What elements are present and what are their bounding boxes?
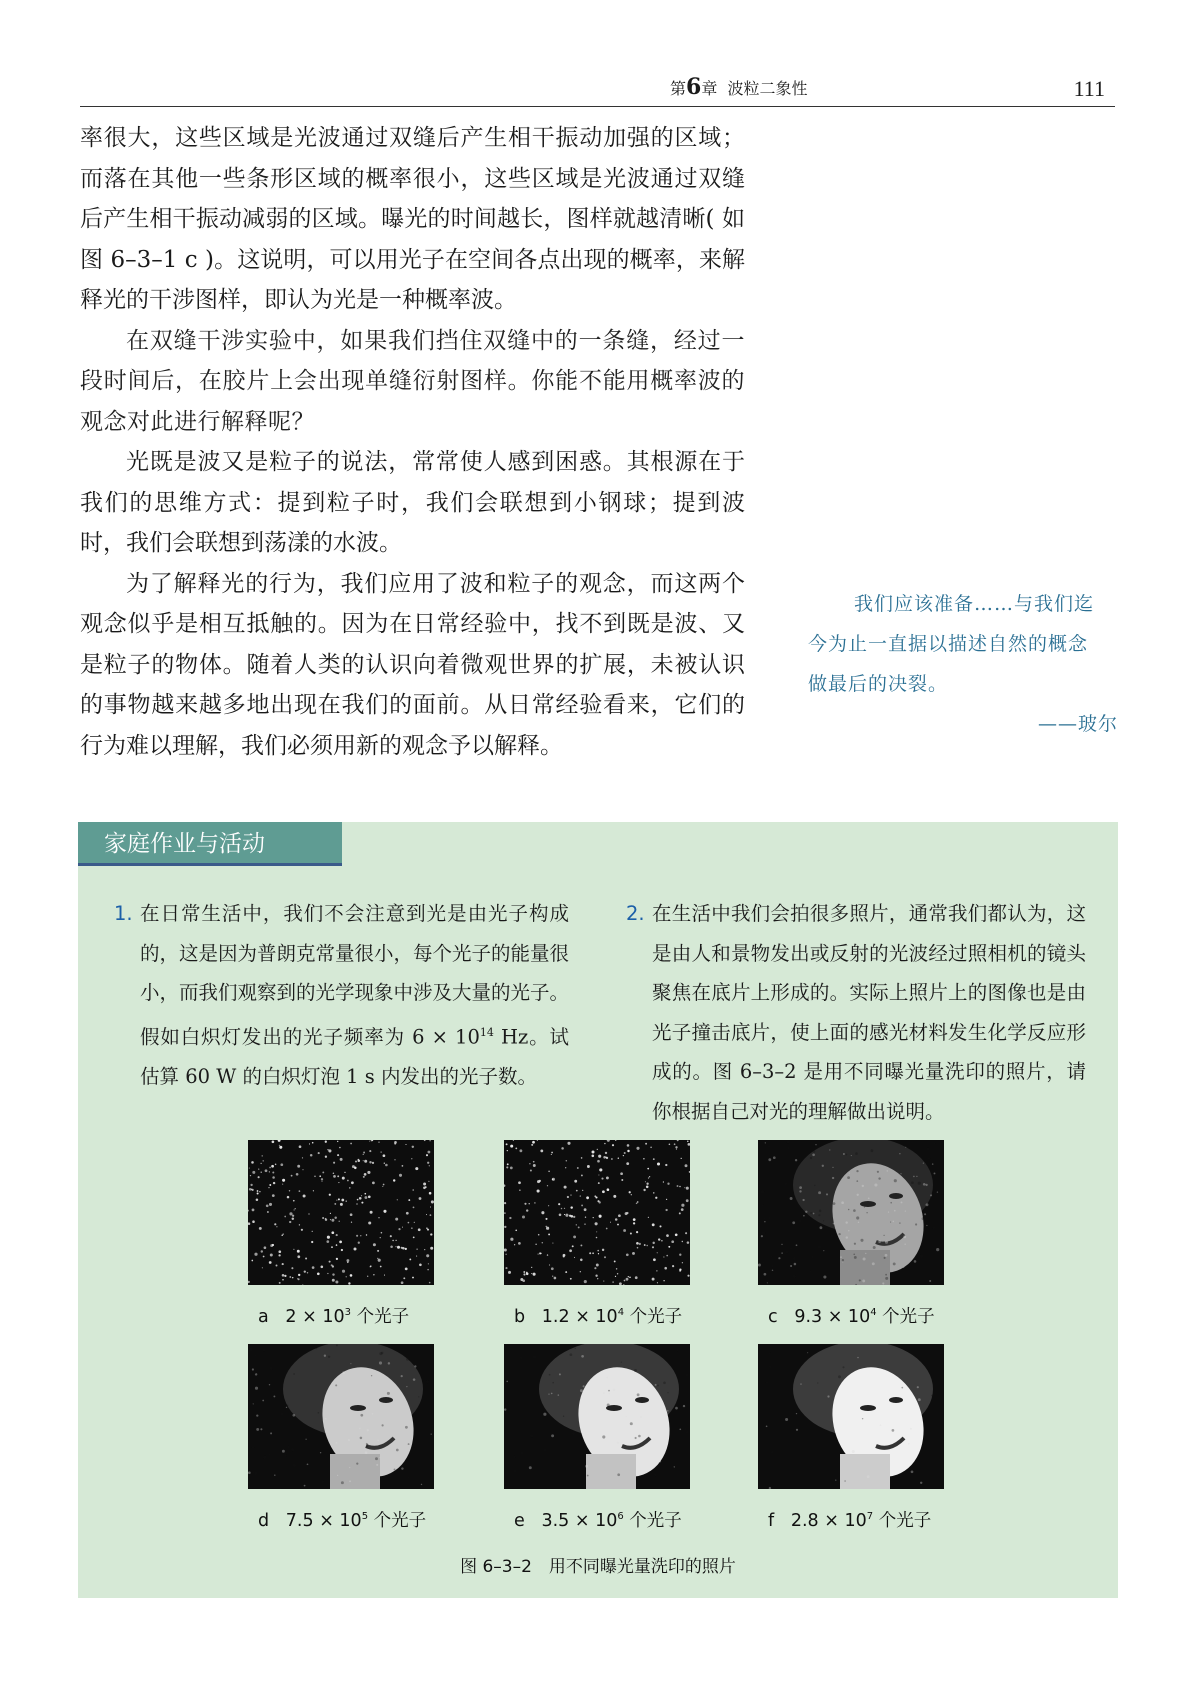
figure-caption: 图 6–3–2 用不同曝光量洗印的照片 <box>460 1557 736 1577</box>
caption-label: f <box>768 1511 791 1531</box>
quote-line-1: 我们应该准备……与我们迄 <box>854 593 1095 615</box>
photo-e <box>504 1344 690 1489</box>
question-2-text: 在生活中我们会拍很多照片，通常我们都认为，这是由人和景物发出或反射的光波经过照相机的镜头聚焦在底片上形成的。实际上照片上的图像也是由光子撞击底片，使上面的感光材料发生化学反应形成的。图 6–3–2 是用不同曝光量洗印的照片，请你根据自己对光的理解做出说明。 <box>652 902 1086 1123</box>
caption-unit: 个光子 <box>351 1307 410 1327</box>
caption-exponent: 7 <box>866 1511 874 1523</box>
caption-exponent: 4 <box>870 1307 877 1319</box>
page-header <box>80 72 1115 107</box>
caption-label: b <box>514 1307 542 1327</box>
caption-unit: 个光子 <box>623 1511 682 1531</box>
photo-f-caption <box>768 1507 998 1532</box>
caption-exponent: 6 <box>617 1511 624 1523</box>
question-1-text <box>114 894 569 1096</box>
caption-mantissa: 7.5 × 10 <box>285 1511 362 1531</box>
paragraph-4: 为了解释光的行为，我们应用了波和粒子的观念，而这两个观念似乎是相互抵触的。因为在日常经验中，找不到既是波、又是粒子的物体。随着人类的认识向着微观世界的扩展，未被认识的事物越来越多地出现在我们的面前。从日常经验看来，它们的行为难以理解，我们必须用新的观念予以解释。 <box>80 570 745 759</box>
caption-mantissa: 1.2 × 10 <box>541 1307 618 1327</box>
photo-a-image <box>248 1140 434 1285</box>
photo-c-image <box>758 1140 944 1285</box>
question-1-number: 1. <box>114 902 133 925</box>
photo-d <box>248 1344 434 1489</box>
photo-b-image <box>504 1140 690 1285</box>
side-quote <box>808 584 1118 744</box>
caption-mantissa: 2 × 10 <box>285 1307 345 1327</box>
chapter-heading <box>670 74 808 100</box>
caption-label: c <box>768 1307 795 1327</box>
paragraph-1: 率很大，这些区域是光波通过双缝后产生相干振动加强的区域；而落在其他一些条形区域的概率很小，这些区域是光波通过双缝后产生相干振动减弱的区域。曝光的时间越长，图样就越清晰( 如图 6–3–1 c )。这说明，可以用光子在空间各点出现的概率，来解释光的干涉图样，即认为光是一种概率波。 <box>80 125 745 313</box>
photo-b <box>504 1140 690 1285</box>
photo-c-caption <box>768 1303 998 1328</box>
quote-author: ——玻尔 <box>1037 713 1118 735</box>
photo-d-image <box>248 1344 434 1489</box>
photo-a-caption <box>258 1303 488 1328</box>
question-1-text-a: 在日常生活中，我们不会注意到光是由光子构成的，这是因为普朗克常量很小，每个光子的能量很小，而我们观察到的光学现象中涉及大量的光子。假如白炽灯发出的光子频率为 6 × 10 <box>140 902 570 1048</box>
chapter-title: 波粒二象性 <box>727 79 808 98</box>
question-1-text-b: Hz。试估算 60 W 的白炽灯泡 1 s 内发出的光子数。 <box>140 1025 569 1088</box>
paragraph-3: 光既是波又是粒子的说法，常常使人感到困惑。其根源在于我们的思维方式：提到粒子时，我们会联想到小钢球；提到波时，我们会联想到荡漾的水波。 <box>80 449 745 556</box>
caption-exponent: 4 <box>617 1307 625 1319</box>
caption-exponent: 5 <box>361 1511 369 1523</box>
caption-mantissa: 3.5 × 10 <box>541 1511 618 1531</box>
caption-mantissa: 9.3 × 10 <box>794 1307 871 1327</box>
photo-d-caption <box>258 1507 488 1532</box>
caption-exponent: 3 <box>344 1307 351 1319</box>
question-1 <box>114 894 569 1096</box>
photo-a <box>248 1140 434 1285</box>
photo-c <box>758 1140 944 1285</box>
activity-title: 家庭作业与活动 <box>78 822 342 866</box>
activity-box <box>78 822 1118 1598</box>
paragraph-2-think: 在双缝干涉实验中，如果我们挡住双缝中的一条缝，经过一段时间后，在胶片上会出现单缝衍射图样。你能不能用概率波的观念对此进行解释呢？ <box>80 327 745 435</box>
body-text <box>80 118 745 766</box>
caption-unit: 个光子 <box>368 1511 427 1531</box>
photo-f <box>758 1344 944 1489</box>
caption-label: e <box>514 1511 542 1531</box>
caption-unit: 个光子 <box>624 1307 683 1327</box>
chapter-number: 6 <box>686 74 702 100</box>
caption-mantissa: 2.8 × 10 <box>790 1511 867 1531</box>
question-2 <box>626 894 1086 1131</box>
photo-e-caption <box>514 1507 744 1532</box>
caption-label: d <box>258 1511 286 1531</box>
photo-b-caption <box>514 1303 744 1328</box>
question-2-number: 2. <box>626 902 645 925</box>
page-number: 111 <box>1073 76 1105 101</box>
caption-label: a <box>258 1307 286 1327</box>
quote-line-3: 做最后的决裂。 <box>808 673 949 695</box>
question-1-exponent: 14 <box>479 1025 494 1039</box>
quote-line-2: 今为止一直据以描述自然的概念 <box>808 633 1089 655</box>
caption-unit: 个光子 <box>876 1307 935 1327</box>
chapter-suffix: 章 <box>701 79 718 98</box>
photo-f-image <box>758 1344 944 1489</box>
chapter-prefix: 第 <box>670 79 687 98</box>
photo-e-image <box>504 1344 690 1489</box>
caption-unit: 个光子 <box>873 1511 932 1531</box>
